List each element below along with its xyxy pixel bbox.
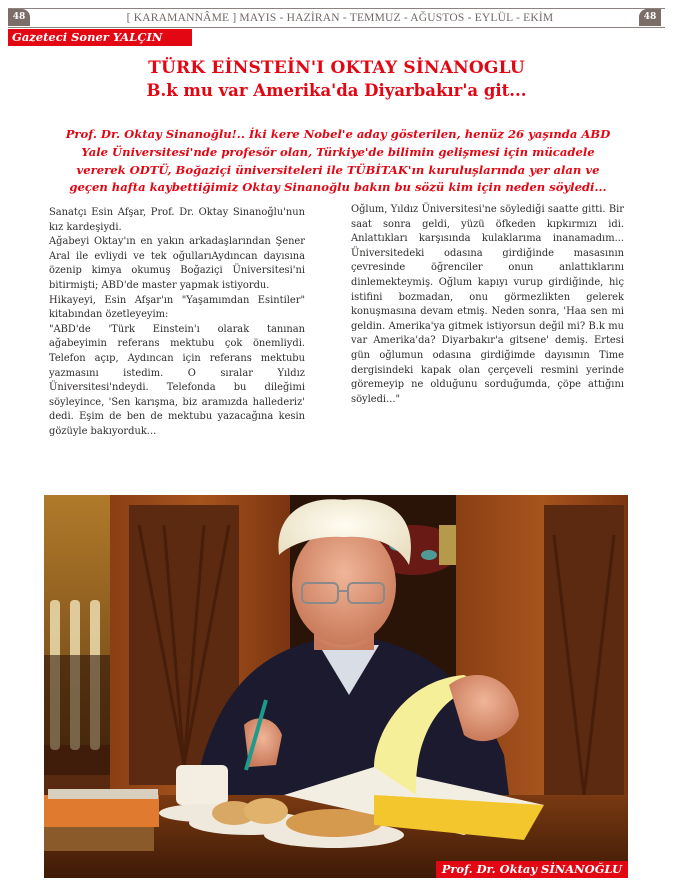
paragraph: Sanatçı Esin Afşar, Prof. Dr. Oktay Sinanoğlu'nun kız kardeşiydi. bbox=[49, 207, 305, 233]
paragraph: Hikayeyi, Esin Afşar'ın "Yaşamımdan Esintiler" kitabından özetleyeyim: bbox=[49, 294, 305, 321]
running-head: [ KARAMANNÂME ] MAYIS - HAZİRAN - TEMMUZ - AĞUSTOS - EYLÜL - EKİM bbox=[126, 12, 554, 24]
page-number-right: 48 bbox=[639, 9, 661, 26]
article-lead: Prof. Dr. Oktay Sinanoğlu!.. İki kere Nobel'e aday gösterilen, henüz 26 yaşında ABD Yale Üniversitesi'nde profesör olan, Türkiye'de bilimin gelişmesi için mücadele vererek ODTÜ, Boğaziçi üniversiteleri ile TÜBİTAK'ın kuruluşlarında yer alan ve geçen hafta kaybettiğimiz Oktay Sinanoğlu bakın bu sözü kim için neden söyledi... bbox=[65, 127, 611, 195]
body-column-right bbox=[351, 203, 624, 407]
page-number-left: 48 bbox=[8, 9, 30, 26]
photo-illustration bbox=[44, 495, 628, 878]
article-title: TÜRK EİNSTEİN'I OKTAY SİNANOGLU bbox=[148, 58, 525, 78]
author-byline: Gazeteci Soner YALÇIN bbox=[8, 29, 192, 46]
paragraph: "ABD'de 'Türk Einstein'ı olarak tanınan ağabeyimin referans mektubu çok önemliydi. Telefon açıp, Aydıncan için referans mektubu yazmasını istedim. O sıralar Yıldız Üniversitesi'ndeydi. Telefonda bu dileğimi söyleyince, 'Sen karışma, biz aramızda hallederiz' dedi. Eşim de ben de mektubu yazacağına kesin gözüyle bakıyorduk... bbox=[49, 323, 305, 437]
paragraph: Oğlum, Yıldız Üniversitesi'ne söylediği saatte gitti. Bir saat sonra geldi, yüzü öfkeden kıpkırmızı idi. Anlattıkları karşısında kulaklarıma inanamadım... Üniversitedeki odasına girdiğinde masasının çevresinde öğrenciler onun anlattıklarını dinlemekteymiş. Oğlum kapıyı vurup girdiğinde, hiç istifini bozmadan, onu görmezlikten gelerek konuşmasına devam etmiş. Neden sonra, 'Haa sen mi geldin. Amerika'ya gitmek istiyorsun değil mi? B.k mu var Amerika'da? Diyarbakır'a gitsene' demiş. Ertesi gün oğlumun odasına girdiğimde dayısının Time dergisindeki kapak olan çerçeveli resmini yerinde göremeyip ne olduğunu sorduğumda, çöpe attığını söyledi..." bbox=[351, 204, 624, 405]
photo-caption: Prof. Dr. Oktay SİNANOĞLU bbox=[436, 861, 628, 878]
paragraph: Ağabeyi Oktay'ın en yakın arkadaşlarından Şener Aral ile evliydi ve tek oğullarıAydıncan dayısına özenip kimya okumuş Boğaziçi Üniversitesi'ni bitirmişti; ABD'de master yapmak istiyordu. bbox=[49, 236, 305, 291]
body-column-left bbox=[49, 206, 305, 440]
article-photo bbox=[44, 495, 628, 878]
article-subtitle: B.k mu var Amerika'da Diyarbakır'a git... bbox=[146, 81, 527, 100]
